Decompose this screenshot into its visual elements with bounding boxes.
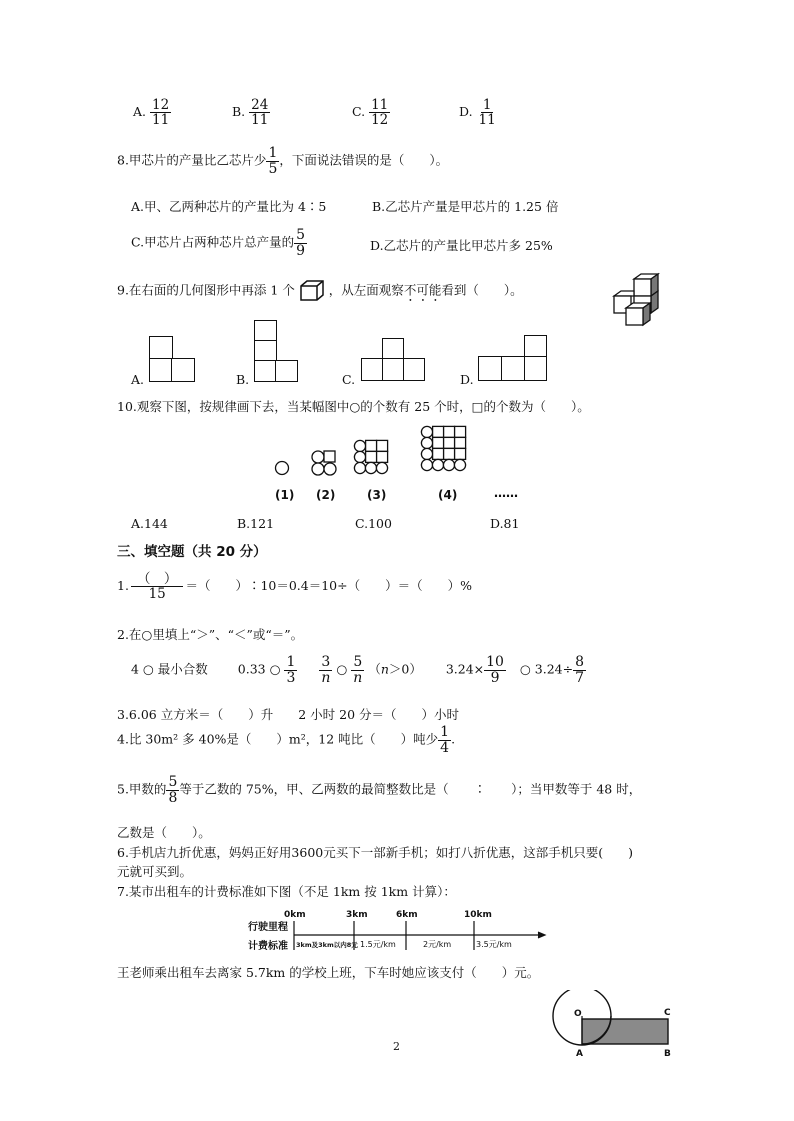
label-c: C xyxy=(664,1008,671,1018)
block xyxy=(501,356,526,381)
block xyxy=(254,320,277,342)
taxi-tick-10: 10km xyxy=(464,910,492,920)
fill-7-stem: 7.某市出租车的计费标准如下图（不足 1km 按 1km 计算）： xyxy=(117,884,456,899)
q10-option-b: B.121 xyxy=(237,516,275,531)
q10-fig-label-3: (3) xyxy=(367,488,387,502)
q7-option-b: B. $\frac{24}{11}$ xyxy=(232,97,269,129)
q10-fig-label-ellipsis: …… xyxy=(494,486,518,500)
fill-4: 4.比 30m² 多 40%是（ ）m²，12 吨比（ ）吨少 $\frac{1}{4}$ . xyxy=(117,724,456,756)
cube-icon xyxy=(299,280,325,302)
fill-7-question: 王老师乘出租车去离家 5.7km 的学校上班，下车时她应该支付（ ）元。 xyxy=(117,965,540,980)
taxi-rate-1: 1.5元/km xyxy=(360,940,396,949)
label-a: A xyxy=(576,1049,583,1059)
taxi-row2-label: 计费标准 xyxy=(248,941,288,952)
q10-fig-label-1: (1) xyxy=(275,488,295,502)
q9-reference-3d-figure xyxy=(612,272,664,327)
q10-option-d: D.81 xyxy=(490,516,520,531)
q7-option-d: D. $\frac{1}{11}$ xyxy=(459,97,496,129)
taxi-fare-diagram xyxy=(248,906,550,956)
block xyxy=(524,356,547,381)
q9-stem: 9.在右面的几何图形中再添 1 个 ，从左面观察不可能看到（ ）。 xyxy=(117,280,523,305)
q10-option-a: A.144 xyxy=(131,516,168,531)
fill-2-stem: 2.在○里填上“＞”、“＜”或“＝”。 xyxy=(117,627,304,642)
block xyxy=(149,358,173,382)
page-number: 2 xyxy=(393,1040,400,1053)
q9-option-a-label: A. xyxy=(131,372,145,387)
taxi-tick-6: 6km xyxy=(396,910,418,920)
q9-option-d-label: D. xyxy=(460,372,474,387)
block xyxy=(254,360,277,382)
q8-option-d: D.乙芯片的产量比甲芯片多 25% xyxy=(370,238,553,253)
block xyxy=(403,358,425,381)
block xyxy=(478,356,503,381)
q8-option-c: C.甲芯片占两种芯片总产量的 $\frac{5}{9}$ xyxy=(131,227,306,259)
taxi-tick-0: 0km xyxy=(284,910,306,920)
fill-3: 3.6.06 立方米＝（ ）升 2 小时 20 分＝（ ）小时 xyxy=(117,707,460,722)
circle-rectangle-figure xyxy=(545,990,685,1060)
block xyxy=(254,340,277,362)
q7-option-a: A. $\frac{12}{11}$ xyxy=(133,97,170,129)
q9-option-b-label: B. xyxy=(236,372,250,387)
block xyxy=(524,335,547,358)
q10-fig-label-4: (4) xyxy=(438,488,458,502)
fill-6-line2: 元就可买到。 xyxy=(117,864,193,879)
taxi-rate-base: 3km及3km以内8元 xyxy=(296,941,358,949)
q10-pattern-figure xyxy=(268,420,528,506)
block xyxy=(361,358,383,381)
q7-option-c: C. $\frac{11}{12}$ xyxy=(352,97,389,129)
fill-1: 1. $\frac{( )}{15}$ ＝（ ）∶10＝0.4＝10÷（ ）＝（ ）% xyxy=(117,571,472,603)
section-title: 三、填空题（共 20 分） xyxy=(117,544,267,560)
q8-option-b: B.乙芯片产量是甲芯片的 1.25 倍 xyxy=(372,199,559,214)
taxi-rate-2: 2元/km xyxy=(423,940,452,949)
label-b: B xyxy=(664,1049,671,1059)
block xyxy=(382,338,404,360)
q10-stem: 10.观察下图，按规律画下去，当某幅图中○的个数有 25 个时，□的个数为（ ）。 xyxy=(117,399,590,414)
q8-option-a: A.甲、乙两种芯片的产量比为 4∶5 xyxy=(131,199,327,214)
label-o: O xyxy=(574,1009,582,1019)
q8-stem: 8.甲芯片的产量比乙芯片少 $\frac{1}{5}$ ，下面说法错误的是（ ）。 xyxy=(117,145,449,177)
q9-option-c-label: C. xyxy=(342,372,356,387)
fill-2-compare-row: 4 ○ 最小合数 0.33 ○ $\frac{1}{3}$ $\frac{3}{n}$ ○ $\frac{5}{n}$ （n＞0） 3.24× $\frac{10}{9}$ ○ 3.24÷ $\frac{8}{7}$ xyxy=(131,654,585,686)
taxi-rate-3: 3.5元/km xyxy=(476,940,512,949)
fill-5-line2: 乙数是（ ）。 xyxy=(117,825,211,840)
taxi-row1-label: 行驶里程 xyxy=(248,922,288,933)
fill-5-line1: 5.甲数的 $\frac{5}{8}$ 等于乙数的 75%，甲、乙两数的最简整数比是（ ∶ ）；当甲数等于 48 时， xyxy=(117,774,642,806)
taxi-tick-3: 3km xyxy=(346,910,368,920)
block xyxy=(149,336,173,360)
block xyxy=(275,360,298,382)
q10-fig-label-2: (2) xyxy=(316,488,336,502)
q10-option-c: C.100 xyxy=(355,516,392,531)
block xyxy=(171,358,195,382)
fill-6-line1: 6.手机店九折优惠，妈妈正好用3600元买下一部新手机；如打八折优惠，这部手机只要( ) xyxy=(117,845,633,860)
block xyxy=(382,358,404,381)
